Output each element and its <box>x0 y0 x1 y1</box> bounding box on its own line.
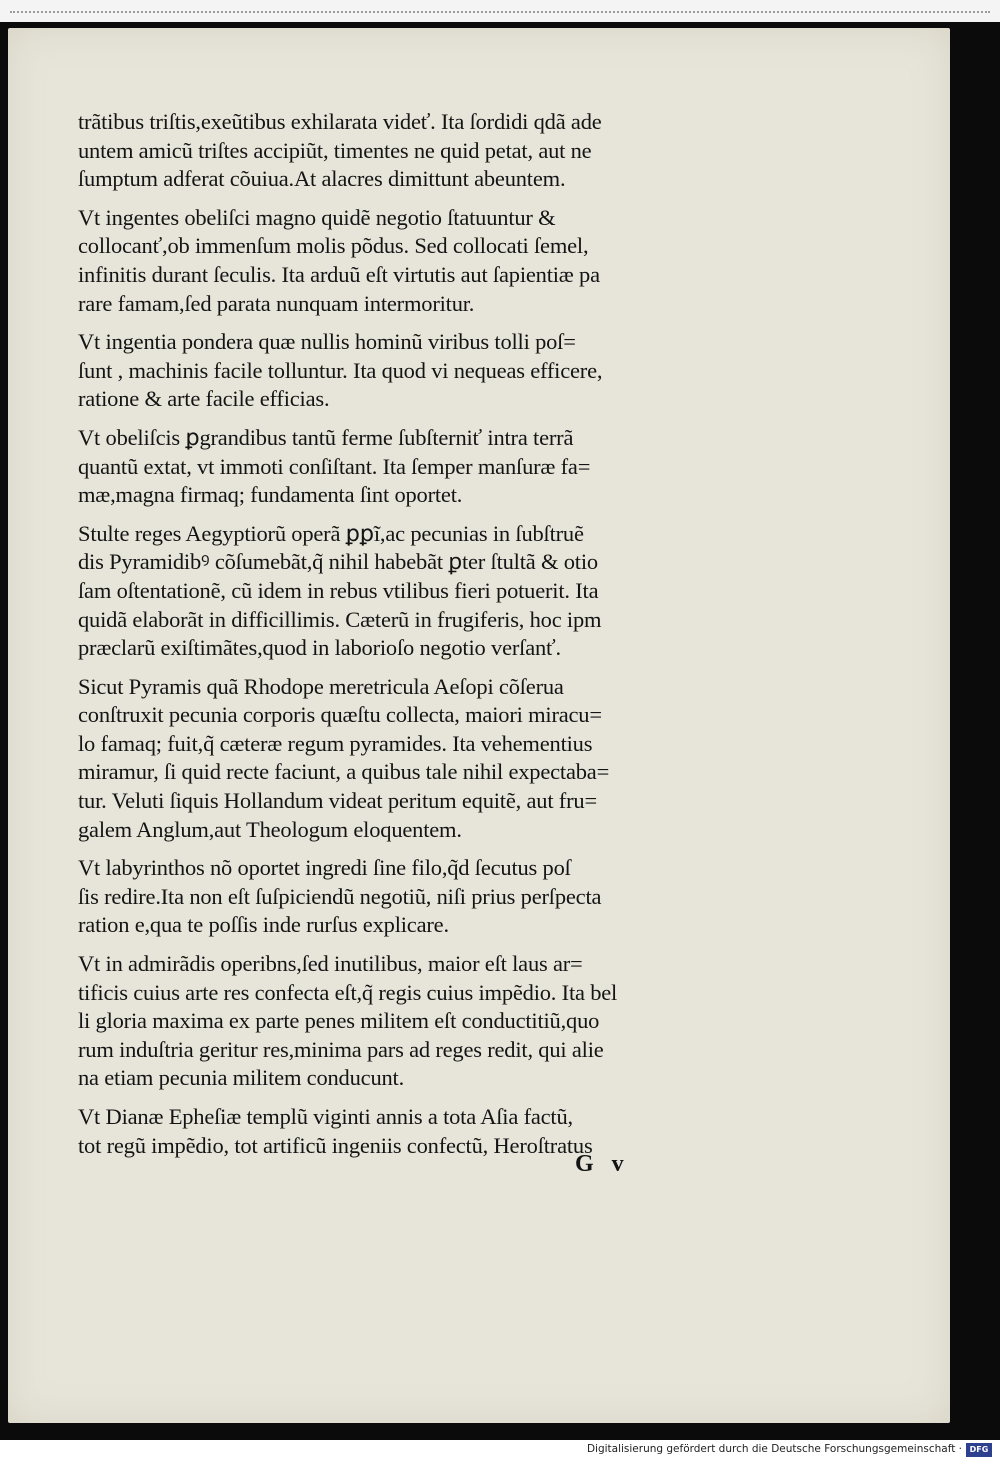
viewer-top-rule <box>0 0 1000 22</box>
text-line: conſtruxit pecunia corporis quæſtu collecta, maiori miracu= <box>78 702 602 728</box>
funding-credit: Digitalisierung gefördert durch die Deutsche Forschungsgemeinschaft · <box>586 1443 962 1455</box>
paragraph <box>78 204 738 318</box>
text-line: tot regũ impẽdio, tot artificũ ingeniis confectũ, Heroſtratus <box>78 1132 593 1158</box>
text-line: na etiam pecunia militem conducunt. <box>78 1065 405 1091</box>
text-line: infinitis durant ſeculis. Ita arduũ eſt virtutis aut ſapientiæ pa <box>78 261 600 287</box>
text-line: lo famaq; fuit,q̃ cæteræ regum pyramides. Ita vehementius <box>78 730 593 756</box>
text-line: Vt Dianæ Epheſiæ templũ viginti annis a tota Aſia factũ, <box>78 1104 573 1129</box>
text-line: dis Pyramidibꝰ cõſumebãt,q̃ nihil habebãt ꝑter ſtultã & otio <box>78 549 598 575</box>
text-line: Stulte reges Aegyptiorũ operã ꝑꝑĩ,ac pecunias in ſubſtruẽ <box>78 520 584 546</box>
text-line: ſunt , machinis facile tolluntur. Ita quod vi nequeas efficere, <box>78 357 603 383</box>
dotted-divider <box>10 11 990 13</box>
text-line: Vt labyrinthos nõ oportet ingredi ſine filo,q̃d ſecutus poſ <box>78 855 571 881</box>
text-line: trãtibus triſtis,exeũtibus exhilarata videť. Ita ſordidi qdã ade <box>78 109 602 134</box>
text-line: rare famam,ſed parata nunquam intermoritur. <box>78 290 475 316</box>
paragraph <box>78 673 738 845</box>
paragraph <box>78 328 738 414</box>
text-line: quidã elaborãt in difficillimis. Cæterũ in frugiferis, hoc ipm <box>78 606 602 632</box>
text-line: ſam oſtentationẽ, cũ idem in rebus vtilibus fieri potuerit. Ita <box>78 577 599 603</box>
text-line: Vt ingentia pondera quæ nullis hominũ viribus tolli poſ= <box>78 329 576 355</box>
text-line: rum induſtria geritur res,minima pars ad reges redit, qui alie <box>78 1036 604 1062</box>
text-line: Vt obeliſcis ꝑgrandibus tantũ ferme ſubſterniť intra terrã <box>78 424 574 450</box>
paragraph <box>78 854 738 940</box>
text-line: Vt in admirãdis operibns,ſed inutilibus, maior eſt laus ar= <box>78 951 583 977</box>
dfg-logo-icon: DFG <box>966 1443 992 1457</box>
text-line: Sicut Pyramis quã Rhodope meretricula Aeſopi cõſerua <box>78 673 564 699</box>
text-line: præclarũ exiſtimãtes,quod in laborioſo negotio verſanť. <box>78 635 561 661</box>
signature-mark: G v <box>575 1151 630 1177</box>
text-line: Vt ingentes obeliſci magno quidẽ negotio ſtatuuntur & <box>78 204 556 230</box>
text-line: miramur, ſi quid recte faciunt, a quibus tale nihil expectaba= <box>78 759 610 785</box>
text-line: ration e,qua te poſſis inde rurſus explicare. <box>78 912 449 938</box>
text-line: li gloria maxima ex parte penes militem eſt conductitiũ,quo <box>78 1008 600 1034</box>
page-text <box>78 108 738 1170</box>
paragraph <box>78 424 738 510</box>
text-line: galem Anglum,aut Theologum eloquentem. <box>78 816 462 842</box>
scanned-page <box>8 28 950 1423</box>
footer-bar <box>0 1440 1000 1461</box>
paragraph <box>78 520 738 663</box>
text-line: collocanť,ob immenſum molis põdus. Sed collocati ſemel, <box>78 233 589 259</box>
paragraph <box>78 950 738 1093</box>
text-line: ratione & arte facile efficias. <box>78 386 330 412</box>
paragraph <box>78 1103 738 1160</box>
text-line: tur. Veluti ſiquis Hollandum videat peritum equitẽ, aut fru= <box>78 788 597 814</box>
text-line: tificis cuius arte res confecta eſt,q̃ regis cuius impẽdio. Ita bel <box>78 979 618 1005</box>
paragraph <box>78 108 738 194</box>
text-line: ſumptum adferat cõuiua.At alacres dimittunt abeuntem. <box>78 166 566 192</box>
text-line: quantũ extat, vt immoti conſiſtant. Ita ſemper manſuræ fa= <box>78 453 591 479</box>
text-line: ſis redire.Ita non eſt ſuſpiciendũ negotiũ, niſi prius perſpecta <box>78 883 602 909</box>
text-line: mæ,magna firmaq; fundamenta ſint oportet. <box>78 482 463 508</box>
text-line: untem amicũ triſtes accipiũt, timentes ne quid petat, aut ne <box>78 137 592 163</box>
